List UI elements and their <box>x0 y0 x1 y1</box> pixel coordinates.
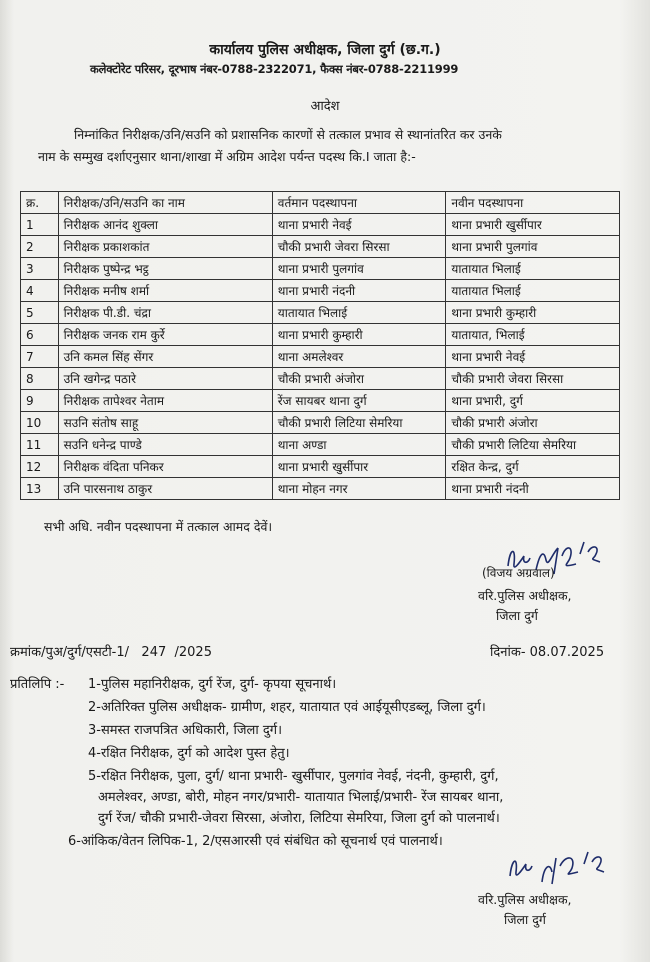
copy-to-item: 4-रक्षित निरीक्षक, दुर्ग को आदेश पुस्त हेतु। <box>88 746 290 761</box>
cell-serial: 3 <box>21 258 59 280</box>
table-row <box>21 390 620 412</box>
cell-serial: 2 <box>21 236 59 258</box>
table-row <box>21 324 620 346</box>
cell-serial: 7 <box>21 346 59 368</box>
cell-name: उनि कमल सिंह सेंगर <box>58 346 272 368</box>
signatory-name: (विजय अग्रवाल) <box>482 566 555 580</box>
copy-to-label: प्रतिलिपि :- <box>10 677 65 692</box>
cell-name: सउनि धनेन्द्र पाण्डे <box>58 434 272 456</box>
table-row <box>21 214 620 236</box>
signatory-block-1 <box>478 586 572 626</box>
cell-name: उनि पारसनाथ ठाकुर <box>58 478 272 500</box>
cell-current: थाना अण्डा <box>272 434 446 456</box>
intro-line-2: नाम के सम्मुख दर्शाएनुसार थाना/शाखा में अग्रिम आदेश पर्यन्त पदस्थ कि.I जाता है:- <box>38 149 416 164</box>
cell-current: यातायात भिलाई <box>272 302 446 324</box>
cell-name: निरीक्षक पुष्पेन्द्र भट्ठ <box>58 258 272 280</box>
cell-new: चौकी प्रभारी अंजोरा <box>446 412 620 434</box>
cell-current: चौकी प्रभारी लिटिया सेमरिया <box>272 412 446 434</box>
table-row <box>21 346 620 368</box>
office-title: कार्यालय पुलिस अधीक्षक, जिला दुर्ग (छ.ग.) <box>209 42 441 58</box>
cell-serial: 1 <box>21 214 59 236</box>
copy-to-item: 6-आंकिक/वेतन लिपिक-1, 2/एसआरसी एवं संबंधित को सूचनार्थ एवं पालनार्थ। <box>68 834 443 849</box>
cell-name: निरीक्षक प्रकाशकांत <box>58 236 272 258</box>
cell-new: यातायात भिलाई <box>446 280 620 302</box>
signatory-designation: वरि.पुलिस अधीक्षक, <box>478 588 572 603</box>
cell-new: थाना प्रभारी कुम्हारी <box>446 302 620 324</box>
signatory-district: जिला दुर्ग <box>496 608 538 623</box>
cell-name: निरीक्षक आनंद शुक्ला <box>58 214 272 236</box>
cell-current: थाना मोहन नगर <box>272 478 446 500</box>
cell-name: निरीक्षक पी.डी. चंद्रा <box>58 302 272 324</box>
cell-current: थाना प्रभारी कुम्हारी <box>272 324 446 346</box>
cell-serial: 4 <box>21 280 59 302</box>
header-serial: क्र. <box>21 192 59 214</box>
cell-new: थाना प्रभारी नेवई <box>446 346 620 368</box>
signatory-district: जिला दुर्ग <box>504 912 546 927</box>
cell-serial: 11 <box>21 434 59 456</box>
cell-current: चौकी प्रभारी अंजोरा <box>272 368 446 390</box>
header-name: निरीक्षक/उनि/सउनि का नाम <box>58 192 272 214</box>
order-intro <box>38 124 628 168</box>
cell-current: थाना प्रभारी पुलगांव <box>272 258 446 280</box>
closing-instruction: सभी अधि. नवीन पदस्थापना में तत्काल आमद देवें। <box>44 519 273 534</box>
table-row <box>21 258 620 280</box>
header-new-posting: नवीन पदस्थापना <box>446 192 620 214</box>
copy-to-item-continued: अमलेश्वर, अण्डा, बोरी, मोहन नगर/प्रभारी- यातायात भिलाई/प्रभारी- रेंज सायबर थाना, <box>98 790 504 805</box>
cell-serial: 10 <box>21 412 59 434</box>
table-row <box>21 412 620 434</box>
table-row <box>21 434 620 456</box>
cell-serial: 5 <box>21 302 59 324</box>
cell-new: यातायात भिलाई <box>446 258 620 280</box>
cell-new: थाना प्रभारी खुर्सीपार <box>446 214 620 236</box>
copy-to-item: 1-पुलिस महानिरीक्षक, दुर्ग रेंज, दुर्ग- कृपया सूचनार्थ। <box>88 677 337 692</box>
table-header-row <box>21 192 620 214</box>
copy-to-item: 2-अतिरिक्त पुलिस अधीक्षक- ग्रामीण, शहर, यातायात एवं आईयूसीएडब्लू, जिला दुर्ग। <box>88 700 486 715</box>
copy-to-item: 5-रक्षित निरीक्षक, पुला, दुर्ग/ थाना प्रभारी- खुर्सीपार, पुलगांव नेवई, नंदनी, कुम्हारी, दुर्ग, <box>88 769 499 784</box>
cell-new: थाना प्रभारी, दुर्ग <box>446 390 620 412</box>
table-row <box>21 302 620 324</box>
table-row <box>21 236 620 258</box>
cell-current: थाना अमलेश्वर <box>272 346 446 368</box>
cell-serial: 9 <box>21 390 59 412</box>
cell-current: थाना प्रभारी नेवई <box>272 214 446 236</box>
order-title: आदेश <box>310 99 340 114</box>
cell-serial: 13 <box>21 478 59 500</box>
cell-new: चौकी प्रभारी जेवरा सिरसा <box>446 368 620 390</box>
cell-serial: 12 <box>21 456 59 478</box>
cell-name: उनि खगेन्द्र पठारे <box>58 368 272 390</box>
cell-current: थाना प्रभारी खुर्सीपार <box>272 456 446 478</box>
handwritten-signature-2 <box>500 842 610 892</box>
intro-line-1: निम्नांकित निरीक्षक/उनि/सउनि को प्रशासनिक कारणों से तत्काल प्रभाव से स्थानांतरित कर उनके <box>74 127 502 142</box>
copy-to-item: 3-समस्त राजपत्रित अधिकारी, जिला दुर्ग। <box>88 723 282 738</box>
cell-new: चौकी प्रभारी लिटिया सेमरिया <box>446 434 620 456</box>
cell-new: यातायात, भिलाई <box>446 324 620 346</box>
cell-name: निरीक्षक वंदिता पनिकर <box>58 456 272 478</box>
cell-current: थाना प्रभारी नंदनी <box>272 280 446 302</box>
header-current-posting: वर्तमान पदस्थापना <box>272 192 446 214</box>
cell-serial: 6 <box>21 324 59 346</box>
signatory-designation: वरि.पुलिस अधीक्षक, <box>478 892 572 907</box>
cell-serial: 8 <box>21 368 59 390</box>
table-row <box>21 368 620 390</box>
cell-name: सउनि संतोष साहू <box>58 412 272 434</box>
cell-new: थाना प्रभारी पुलगांव <box>446 236 620 258</box>
copy-to-item-continued: दुर्ग रेंज/ चौकी प्रभारी-जेवरा सिरसा, अंजोरा, लिटिया सेमरिया, जिला दुर्ग को पालनार्थ। <box>98 811 500 826</box>
cell-name: निरीक्षक मनीष शर्मा <box>58 280 272 302</box>
signatory-block-2 <box>478 890 572 930</box>
cell-current: रेंज सायबर थाना दुर्ग <box>272 390 446 412</box>
transfer-table <box>20 191 620 500</box>
office-contact: कलेक्टोरेट परिसर, दूरभाष नंबर-0788-2322071, फैक्स नंबर-0788-2211999 <box>90 62 459 76</box>
table-row <box>21 456 620 478</box>
reference-number: क्रमांक/पुअ/दुर्ग/एसटी-1/ 247 /2025 <box>10 645 212 660</box>
table-row <box>21 478 620 500</box>
cell-current: चौकी प्रभारी जेवरा सिरसा <box>272 236 446 258</box>
cell-name: निरीक्षक तापेश्वर नेताम <box>58 390 272 412</box>
cell-new: थाना प्रभारी नंदनी <box>446 478 620 500</box>
reference-date: दिनांक- 08.07.2025 <box>490 645 605 660</box>
table-row <box>21 280 620 302</box>
cell-name: निरीक्षक जनक राम कुर्रे <box>58 324 272 346</box>
cell-new: रक्षित केन्द्र, दुर्ग <box>446 456 620 478</box>
